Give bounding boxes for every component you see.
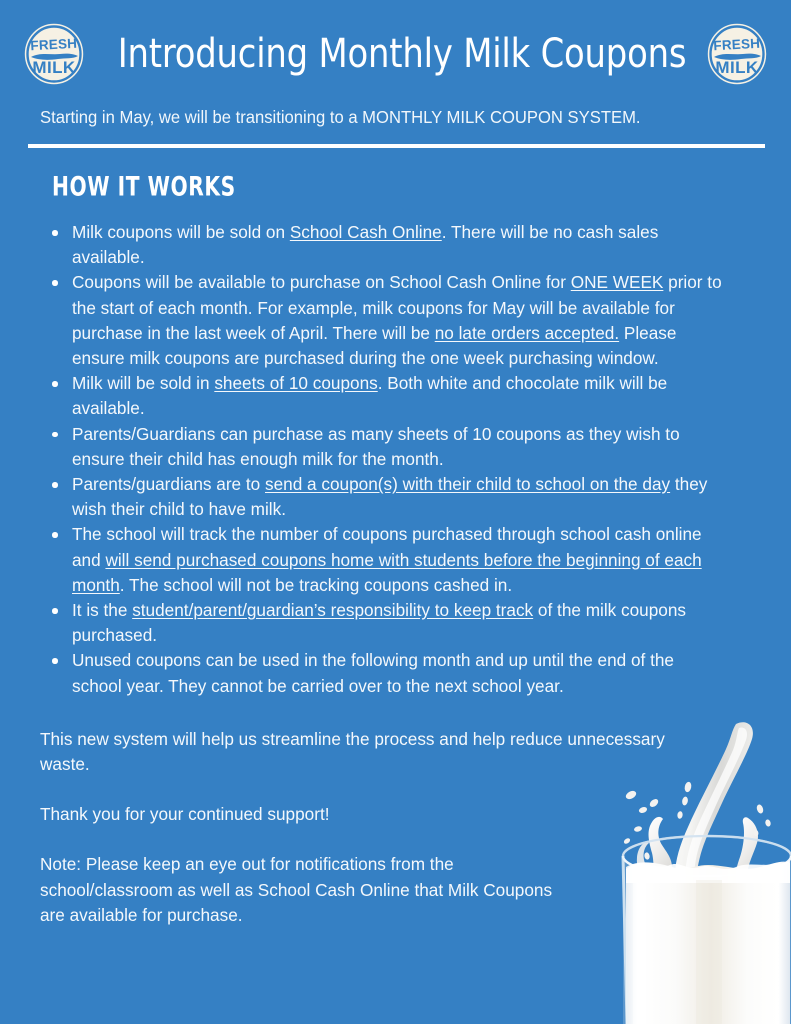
list-item-text: The school will track the number of coupons purchased through school cash online and: [72, 524, 702, 570]
list-item: [40, 648, 722, 698]
header-subtitle: Starting in May, we will be transitioning to a MONTHLY MILK COUPON SYSTEM.: [40, 107, 641, 127]
list-item-text: Parents/Guardians can purchase as many sheets of 10 coupons as they wish to ensure their child has enough milk for the month.: [72, 423, 680, 469]
list-item-text: . Both white and chocolate milk will be available.: [72, 373, 668, 419]
list-item-text: Milk will be sold in: [72, 373, 215, 394]
streamline-paragraph: This new system will help us streamline the process and help reduce unnecessary waste.: [40, 728, 665, 775]
list-item: [40, 371, 722, 421]
list-item-text: prior to the start of each month. For example, milk coupons for May will be available for purchase in the last week of April. There will be: [72, 272, 722, 343]
list-item-text: . There will be no cash sales available.: [72, 222, 659, 268]
svg-text:MILK: MILK: [32, 58, 76, 77]
svg-text:FRESH: FRESH: [30, 35, 78, 54]
list-item: [40, 522, 722, 598]
svg-text:FRESH: FRESH: [713, 35, 761, 54]
fresh-milk-logo-left: [20, 20, 88, 88]
page-title: Introducing Monthly Milk Coupons: [117, 31, 687, 77]
emphasis-underlined-text: sheets of 10 coupons: [214, 373, 378, 394]
emphasis-underlined-text: School Cash Online: [289, 222, 442, 242]
section-heading-how-it-works: HOW IT WORKS: [52, 171, 236, 202]
list-item-text: of the milk coupons purchased.: [72, 600, 687, 646]
thank-you-paragraph: Thank you for your continued support!: [40, 804, 330, 825]
list-item-text: Parents/guardians are to: [72, 474, 265, 495]
poster-header: [0, 0, 791, 100]
list-item-text: It is the: [72, 600, 133, 621]
list-item-text: Unused coupons can be used in the following month and up until the end of the school year. They cannot be carried over to the next school year.: [72, 650, 674, 696]
emphasis-underlined-text: no late orders accepted.: [434, 322, 620, 343]
svg-text:MILK: MILK: [715, 58, 759, 77]
list-item: [40, 598, 722, 648]
milk-splash-right: [735, 817, 758, 891]
emphasis-underlined-text: student/parent/guardian’s responsibility to keep track: [132, 600, 534, 621]
list-item: [40, 472, 722, 522]
how-it-works-list: [40, 220, 722, 699]
spacer: [40, 777, 722, 802]
list-item-text: Milk coupons will be sold on: [72, 222, 290, 242]
poster-body: [40, 220, 722, 928]
emphasis-underlined-text: will send purchased coupons home with students before the beginning of each month: [72, 549, 702, 595]
list-item: [40, 270, 722, 371]
list-item: [40, 220, 722, 270]
spacer: [40, 699, 722, 727]
list-item-text: they wish their child to have milk.: [72, 474, 708, 520]
emphasis-underlined-text: ONE WEEK: [570, 272, 664, 293]
list-item-text: Please ensure milk coupons are purchased during the one week purchasing window.: [72, 322, 677, 369]
list-item: [40, 422, 722, 472]
note-paragraph: Note: Please keep an eye out for notifications from the school/classroom as well as School Cash Online that Milk Coupons are available for purchase.: [40, 854, 553, 925]
header-divider: [28, 144, 765, 148]
list-item-text: . The school will not be tracking coupons cashed in.: [119, 574, 513, 595]
spacer: [40, 827, 722, 852]
fresh-milk-logo-right: [703, 20, 771, 88]
emphasis-underlined-text: send a coupon(s) with their child to school on the day: [265, 474, 671, 495]
list-item-text: Coupons will be available to purchase on School Cash Online for: [72, 272, 571, 293]
